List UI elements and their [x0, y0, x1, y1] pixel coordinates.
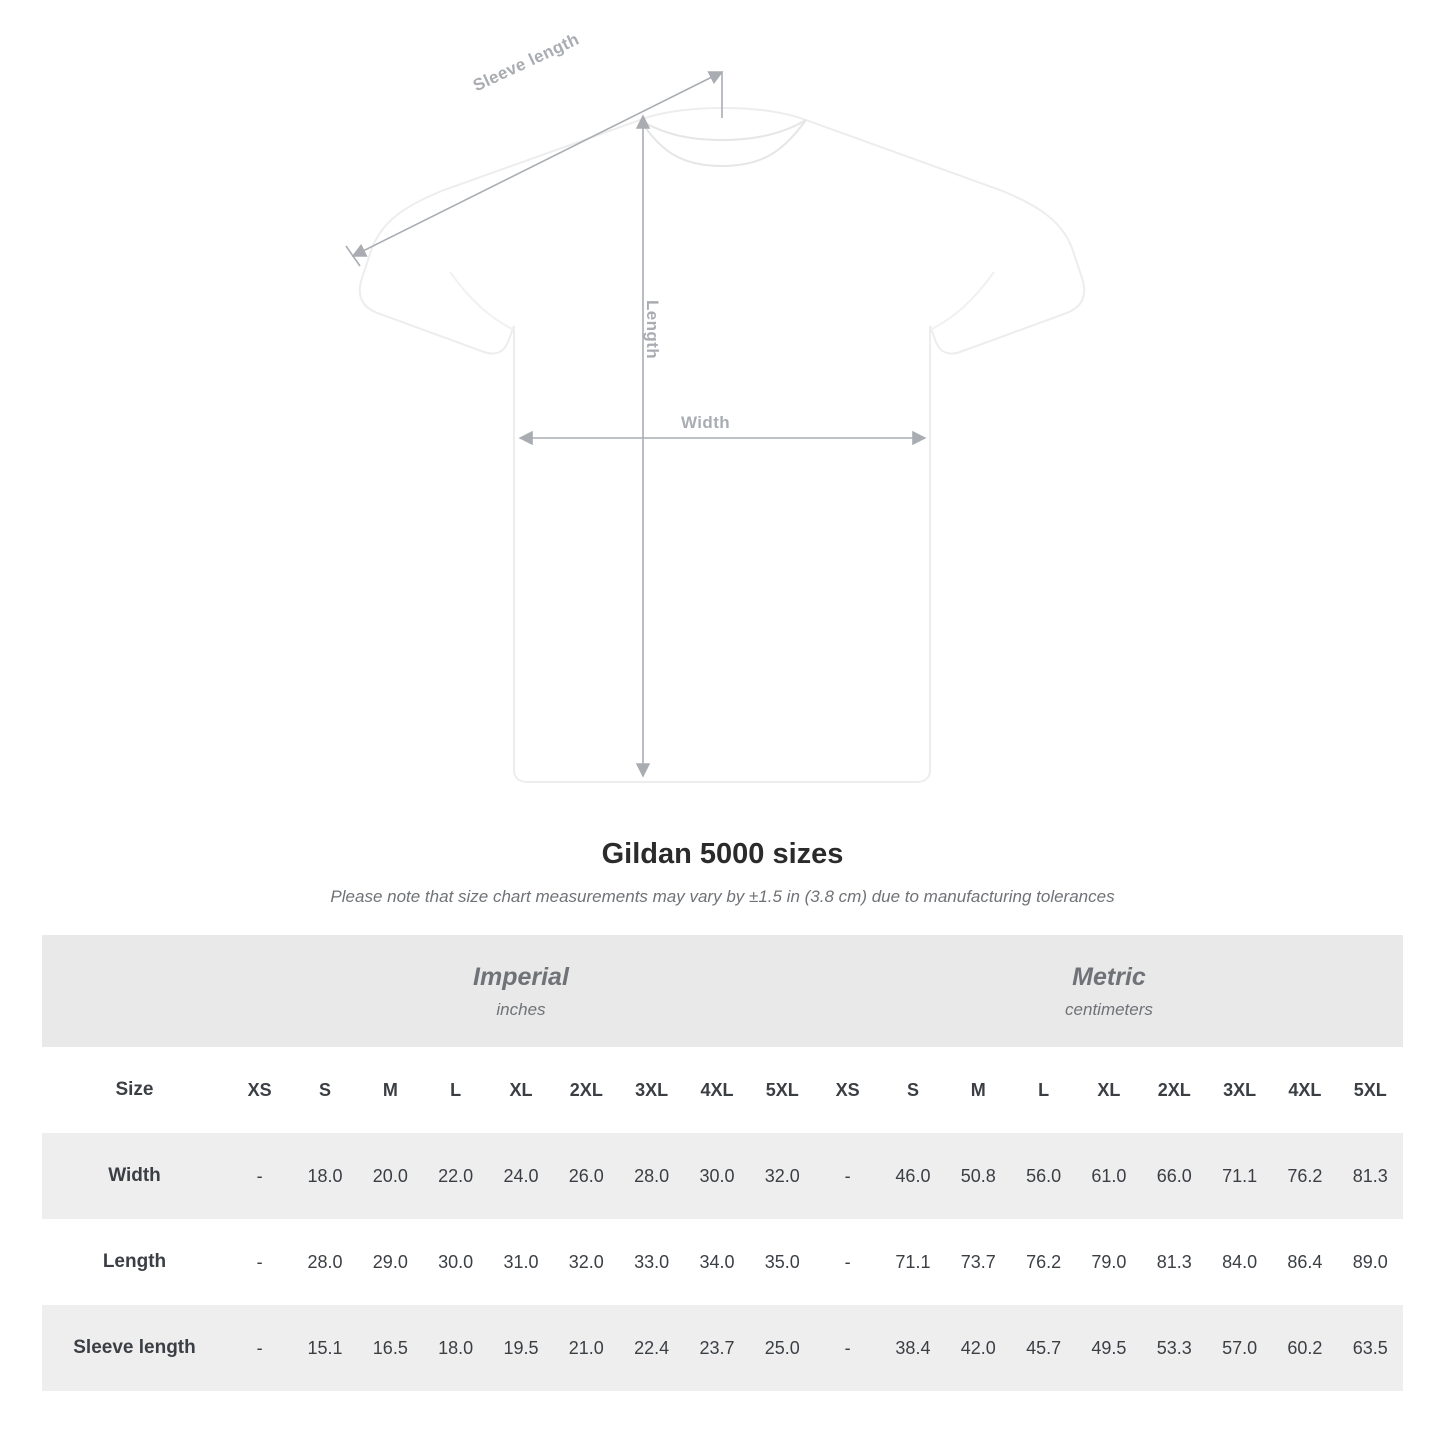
sleeve-metric-5xl: 63.5 — [1338, 1305, 1403, 1391]
width-imperial-xs: - — [227, 1133, 292, 1219]
length-imperial-m: 29.0 — [372, 1251, 408, 1272]
header-imperial-m: M — [358, 1047, 423, 1133]
size-header-cell: Size — [42, 1047, 227, 1133]
imperial-unit-cell — [227, 935, 815, 1047]
width-imperial-5xl: 32.0 — [750, 1133, 815, 1219]
sleeve-metric-s: 38.4 — [880, 1305, 945, 1391]
width-metric-xl: 61.0 — [1076, 1133, 1141, 1219]
header-metric-xs: XS — [815, 1047, 880, 1133]
header-metric-s: S — [880, 1047, 945, 1133]
width-imperial-3xl: 28.0 — [619, 1133, 684, 1219]
length-label: Length — [643, 300, 662, 360]
length-imperial-xl: 31.0 — [503, 1251, 539, 1272]
sleeve-metric-3xl: 57.0 — [1207, 1305, 1272, 1391]
sleeve-imperial-5xl: 25.0 — [750, 1305, 815, 1391]
length-metric-s: 71.1 — [895, 1251, 931, 1272]
row-label-sleeve-length: Sleeve length — [42, 1305, 227, 1391]
header-imperial-l: L — [423, 1047, 488, 1133]
width-imperial-xl: 24.0 — [488, 1133, 553, 1219]
width-metric-l: 56.0 — [1011, 1133, 1076, 1219]
size-table-wrap — [42, 935, 1403, 1391]
width-metric-5xl: 81.3 — [1338, 1133, 1403, 1219]
header-metric-5xl: 5XL — [1338, 1047, 1403, 1133]
header-imperial-xl: XL — [488, 1047, 553, 1133]
size-table — [42, 935, 1403, 1391]
sleeve-metric-xl: 49.5 — [1076, 1305, 1141, 1391]
header-imperial-3xl: 3XL — [619, 1047, 684, 1133]
length-metric-m: 73.7 — [960, 1251, 996, 1272]
header-metric-4xl: 4XL — [1272, 1047, 1337, 1133]
sleeve-metric-l: 45.7 — [1011, 1305, 1076, 1391]
width-metric-2xl: 66.0 — [1142, 1133, 1207, 1219]
row-label-length: Length — [102, 1251, 167, 1272]
table-row — [42, 1219, 1403, 1305]
length-metric-l: 76.2 — [1026, 1251, 1062, 1272]
header-metric-3xl: 3XL — [1207, 1047, 1272, 1133]
imperial-unit-title: Imperial — [473, 963, 569, 992]
sleeve-imperial-xl: 19.5 — [488, 1305, 553, 1391]
length-imperial-xs: - — [256, 1251, 263, 1272]
header-imperial-xs: XS — [227, 1047, 292, 1133]
length-metric-xl: 79.0 — [1091, 1251, 1127, 1272]
width-metric-3xl: 71.1 — [1207, 1133, 1272, 1219]
length-imperial-3xl: 33.0 — [634, 1251, 670, 1272]
chart-title: Gildan 5000 sizes — [601, 838, 844, 870]
width-metric-4xl: 76.2 — [1272, 1133, 1337, 1219]
length-metric-3xl: 84.0 — [1222, 1251, 1258, 1272]
table-row — [42, 1133, 1403, 1219]
title-block — [0, 838, 1445, 907]
sleeve-metric-2xl: 53.3 — [1142, 1305, 1207, 1391]
width-imperial-s: 18.0 — [292, 1133, 357, 1219]
width-imperial-2xl: 26.0 — [554, 1133, 619, 1219]
chart-note: Please note that size chart measurements may vary by ±1.5 in (3.8 cm) due to manufacturing tolerances — [330, 887, 1115, 906]
sleeve-imperial-m: 16.5 — [358, 1305, 423, 1391]
sleeve-imperial-3xl: 22.4 — [619, 1305, 684, 1391]
sleeve-imperial-2xl: 21.0 — [554, 1305, 619, 1391]
header-imperial-s: S — [292, 1047, 357, 1133]
width-imperial-4xl: 30.0 — [684, 1133, 749, 1219]
tshirt-shape — [360, 108, 1085, 782]
width-metric-m: 50.8 — [946, 1133, 1011, 1219]
length-metric-2xl: 81.3 — [1156, 1251, 1192, 1272]
metric-unit-sub: centimeters — [1065, 999, 1153, 1019]
length-imperial-2xl: 32.0 — [568, 1251, 604, 1272]
width-metric-xs: - — [815, 1133, 880, 1219]
width-imperial-l: 22.0 — [423, 1133, 488, 1219]
metric-unit-cell — [815, 935, 1403, 1047]
sleeve-metric-4xl: 60.2 — [1272, 1305, 1337, 1391]
length-imperial-l: 30.0 — [438, 1251, 474, 1272]
row-label-width: Width — [42, 1133, 227, 1219]
length-metric-4xl: 86.4 — [1287, 1251, 1323, 1272]
length-imperial-4xl: 34.0 — [699, 1251, 735, 1272]
unit-header-row — [42, 935, 1403, 1047]
width-metric-s: 46.0 — [880, 1133, 945, 1219]
sleeve-imperial-4xl: 23.7 — [684, 1305, 749, 1391]
sleeve-imperial-s: 15.1 — [292, 1305, 357, 1391]
header-imperial-2xl: 2XL — [554, 1047, 619, 1133]
header-metric-m: M — [946, 1047, 1011, 1133]
width-imperial-m: 20.0 — [358, 1133, 423, 1219]
header-metric-xl: XL — [1076, 1047, 1141, 1133]
table-row — [42, 1305, 1403, 1391]
header-imperial-4xl: 4XL — [684, 1047, 749, 1133]
header-metric-2xl: 2XL — [1142, 1047, 1207, 1133]
sleeve-imperial-l: 18.0 — [423, 1305, 488, 1391]
length-imperial-5xl: 35.0 — [764, 1251, 800, 1272]
width-label: Width — [681, 413, 731, 432]
header-metric-l: L — [1011, 1047, 1076, 1133]
length-imperial-s: 28.0 — [307, 1251, 343, 1272]
imperial-unit-sub: inches — [496, 999, 546, 1019]
sleeve-metric-m: 42.0 — [946, 1305, 1011, 1391]
length-metric-5xl: 89.0 — [1352, 1251, 1388, 1272]
sleeve-imperial-xs: - — [227, 1305, 292, 1391]
metric-unit-title: Metric — [1072, 963, 1146, 992]
sleeve-length-label: Sleeve length — [470, 29, 583, 96]
table-header-row — [42, 1047, 1403, 1133]
length-metric-xs: - — [844, 1251, 851, 1272]
sleeve-metric-xs: - — [815, 1305, 880, 1391]
unit-spacer-cell — [42, 935, 227, 1047]
header-imperial-5xl: 5XL — [750, 1047, 815, 1133]
